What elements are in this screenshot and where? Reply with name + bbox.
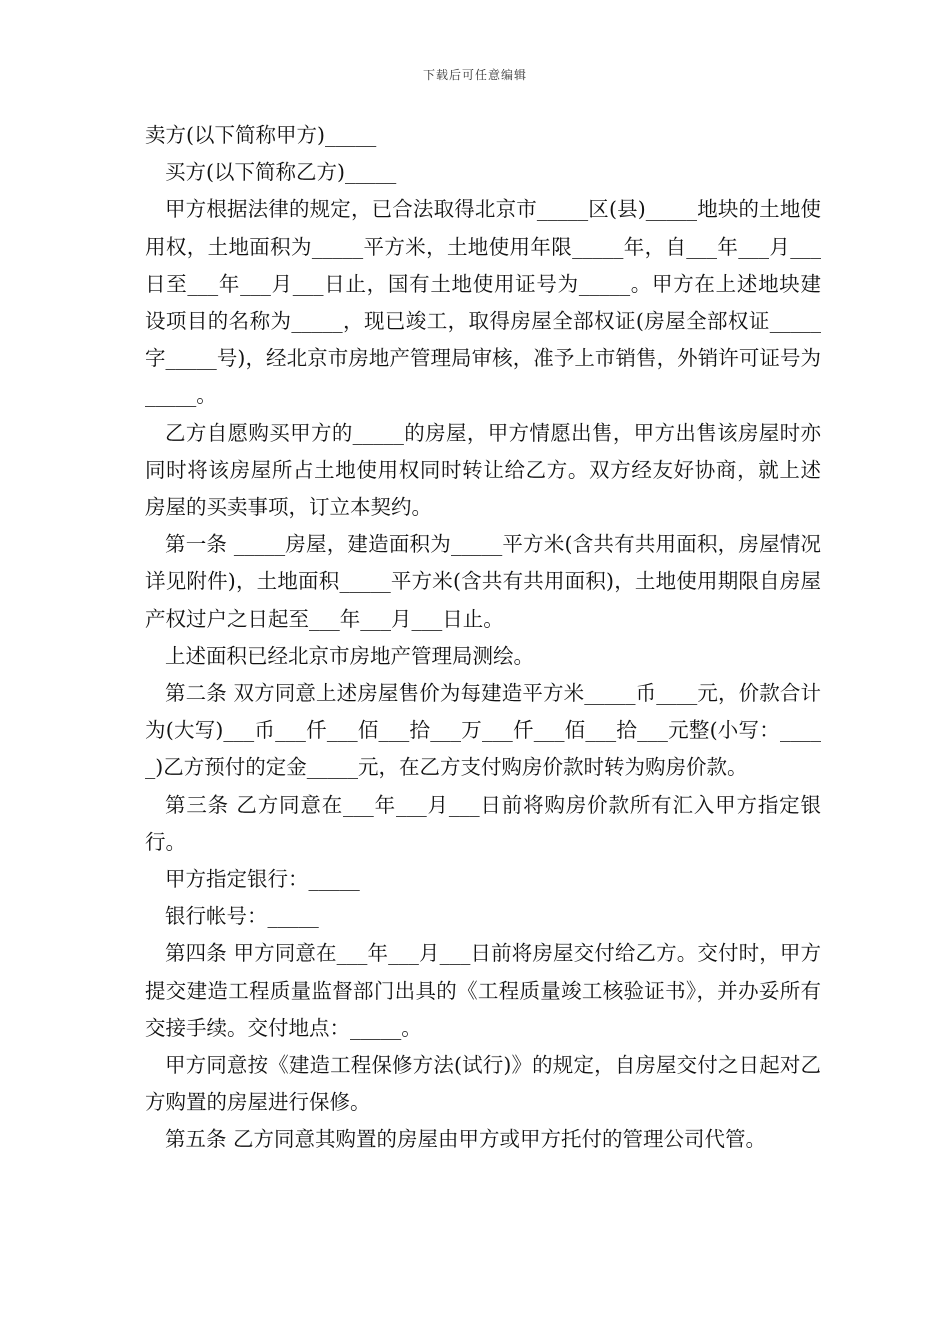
paragraph-survey: 上述面积已经北京市房地产管理局测绘。 [165, 643, 534, 668]
paragraph-buyer: 买方(以下简称乙方)_____ [165, 160, 397, 185]
paragraph-article-1: 第一条 _____房屋，建造面积为_____平方米(含共有共用面积，房屋情况详见附件)，土地面积_____平方米(含共有共用面积)，土地使用期限自房屋产权过户之日起至___年___月___日止。 [145, 532, 821, 631]
paragraph-bank-account: 银行帐号：_____ [165, 904, 319, 929]
paragraph-purchase-intent: 乙方自愿购买甲方的_____的房屋，甲方情愿出售，甲方出售该房屋时亦同时将该房屋所占土地使用权同时转让给乙方。双方经友好协商，就上述房屋的买卖事项，订立本契约。 [145, 420, 821, 520]
page-header-note: 下载后可任意编辑 [422, 68, 527, 82]
contract-body [145, 117, 821, 1159]
paragraph-article-2: 第二条 双方同意上述房屋售价为每建造平方米_____币____元，价款合计为(大写)___币___仟___佰___拾___万___仟___佰___拾___元整(小写：_____)乙方预付的定金_____元，在乙方支付购房价款时转为购房价款。 [145, 681, 821, 780]
paragraph-seller: 卖方(以下简称甲方)_____ [145, 123, 377, 147]
paragraph-article-5: 第五条 乙方同意其购置的房屋由甲方或甲方托付的管理公司代管。 [165, 1127, 767, 1152]
paragraph-warranty: 甲方同意按《建造工程保修方法(试行)》的规定，自房屋交付之日起对乙方购置的房屋进行保修。 [145, 1053, 821, 1115]
paragraph-designated-bank: 甲方指定银行：_____ [165, 867, 360, 892]
paragraph-article-4: 第四条 甲方同意在___年___月___日前将房屋交付给乙方。交付时，甲方提交建造工程质量监督部门出具的《工程质量竣工核验证书》，并办妥所有交接手续。交付地点：_____。 [145, 941, 821, 1040]
paragraph-land-rights: 甲方根据法律的规定，已合法取得北京市_____区(县)_____地块的土地使用权，土地面积为_____平方米，土地使用年限_____年，自___年___月___日至___年___月___日止，国有土地使用证号为_____。甲方在上述地块建设项目的名称为_____，现已竣工，取得房屋全部权证(房屋全部权证_____字_____号)，经北京市房地产管理局审核，准予上市销售，外销许可证号为_____。 [145, 197, 821, 408]
paragraph-article-3: 第三条 乙方同意在___年___月___日前将购房价款所有汇入甲方指定银行。 [145, 792, 821, 854]
